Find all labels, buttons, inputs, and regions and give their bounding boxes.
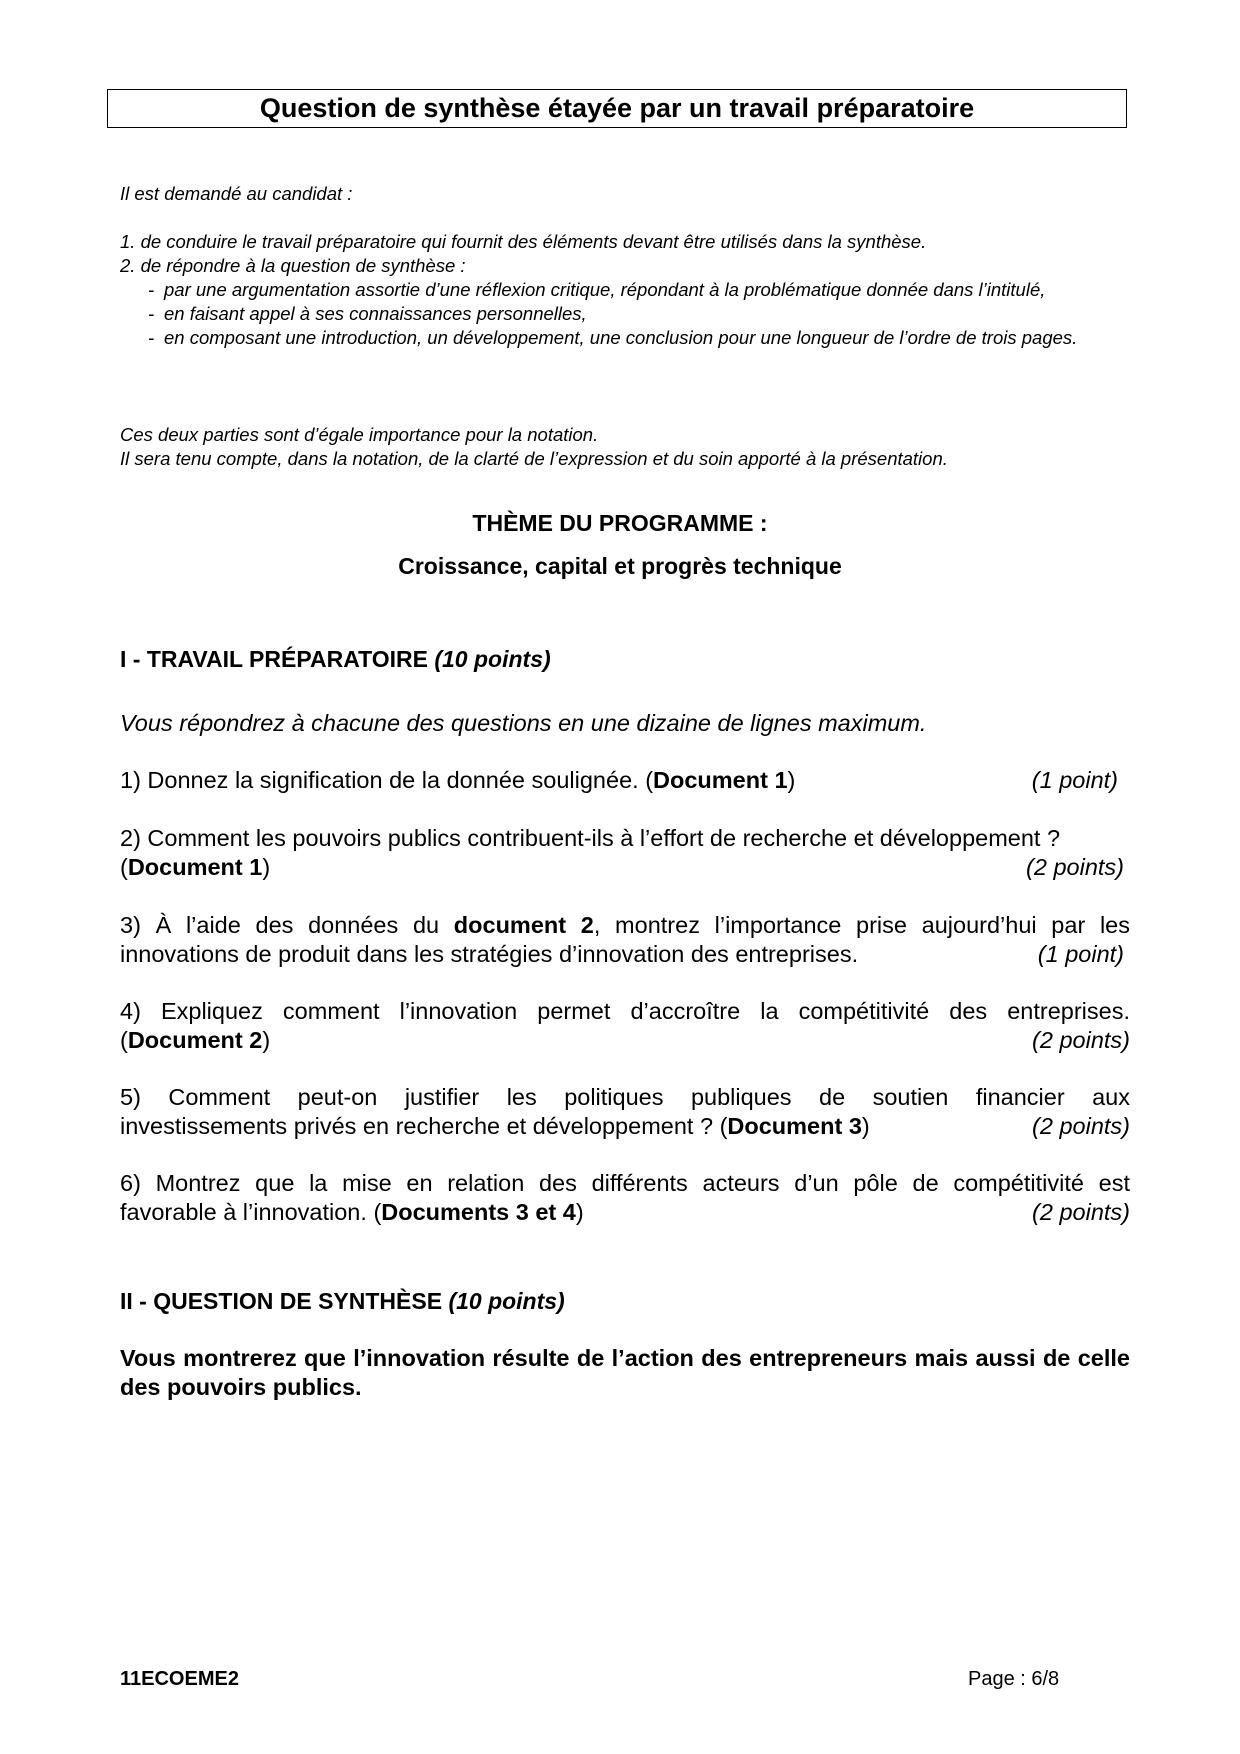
- footer-page-number: Page : 6/8: [968, 1668, 1060, 1690]
- points-label: (2 points): [1032, 1199, 1130, 1225]
- doc-ref: Document 3: [727, 1113, 862, 1139]
- instructions-notes: [120, 423, 1130, 471]
- doc-ref: Document 1: [653, 767, 788, 793]
- instruction-sub-1: - par une argumentation assortie d’une réflexion critique, répondant à la problématique donnée dans l’intitulé,: [148, 278, 1130, 302]
- part2-heading: II - QUESTION DE SYNTHÈSE (10 points): [120, 1288, 565, 1314]
- question-4: 4) Expliquez comment l’innovation permet d’accroître la compétitivité des entreprises. (Document 2) (2 points): [120, 998, 1130, 1053]
- title-box: [107, 89, 1127, 128]
- points-label: (2 points): [1026, 854, 1124, 880]
- note-1: Ces deux parties sont d’égale importance pour la notation.: [120, 424, 599, 445]
- part1-points: (10 points): [434, 646, 551, 672]
- doc-ref: Documents 3 et 4: [381, 1199, 576, 1225]
- instructions-intro: Il est demandé au candidat :: [120, 183, 353, 204]
- page-title: Question de synthèse étayée par un travail préparatoire: [259, 93, 975, 123]
- theme-heading: THÈME DU PROGRAMME :: [472, 510, 768, 536]
- question-5: 5) Comment peut-on justifier les politiques publiques de soutien financier aux investissements privés en recherche et développement ? (Document 3) (2 points): [120, 1084, 1130, 1139]
- instructions-list: [120, 230, 1130, 350]
- question-1: 1) Donnez la signification de la donnée soulignée. (Document 1) (1 point): [120, 767, 1118, 793]
- synthesis-question: Vous montrerez que l’innovation résulte de l’action des entrepreneurs mais aussi de celle des pouvoirs publics.: [120, 1345, 1130, 1400]
- points-label: (2 points): [1032, 1027, 1130, 1053]
- instruction-item-2: 2. de répondre à la question de synthèse :: [120, 255, 466, 276]
- instruction-sublist: [120, 278, 1130, 350]
- theme-subtitle: Croissance, capital et progrès technique: [398, 553, 842, 579]
- doc-ref: Document 2: [127, 1027, 263, 1053]
- doc-ref: Document 1: [127, 854, 263, 880]
- note-2: Il sera tenu compte, dans la notation, de la clarté de l’expression et du soin apporté à la présentation.: [120, 448, 948, 469]
- question-3: 3) À l’aide des données du document 2, montrez l’importance prise aujourd’hui par les innovations de produit dans les stratégies d’innovation des entreprises. (1 point): [120, 912, 1131, 967]
- question-6: 6) Montrez que la mise en relation des différents acteurs d’un pôle de compétitivité est favorable à l’innovation. (Documents 3 et 4) (2 points): [120, 1170, 1130, 1225]
- doc-ref: document 2: [453, 912, 594, 938]
- part1-lead: Vous répondrez à chacune des questions en une dizaine de lignes maximum.: [120, 710, 927, 736]
- footer-code: 11ECOEME2: [120, 1668, 239, 1690]
- instruction-item-1: 1. de conduire le travail préparatoire qui fournit des éléments devant être utilisés dans la synthèse.: [120, 231, 927, 252]
- part1-heading: I - TRAVAIL PRÉPARATOIRE (10 points): [120, 646, 551, 672]
- part2-points: (10 points): [448, 1288, 565, 1314]
- instruction-sub-3: - en composant une introduction, un développement, une conclusion pour une longueur de l’ordre de trois pages.: [148, 326, 1130, 350]
- points-label: (1 point): [1037, 941, 1124, 967]
- question-2: 2) Comment les pouvoirs publics contribuent-ils à l’effort de recherche et développement ? (Document 1) (2 points): [120, 825, 1124, 880]
- instruction-sub-2: - en faisant appel à ses connaissances personnelles,: [148, 302, 1130, 326]
- points-label: (2 points): [1032, 1113, 1130, 1139]
- points-label: (1 point): [1031, 767, 1118, 793]
